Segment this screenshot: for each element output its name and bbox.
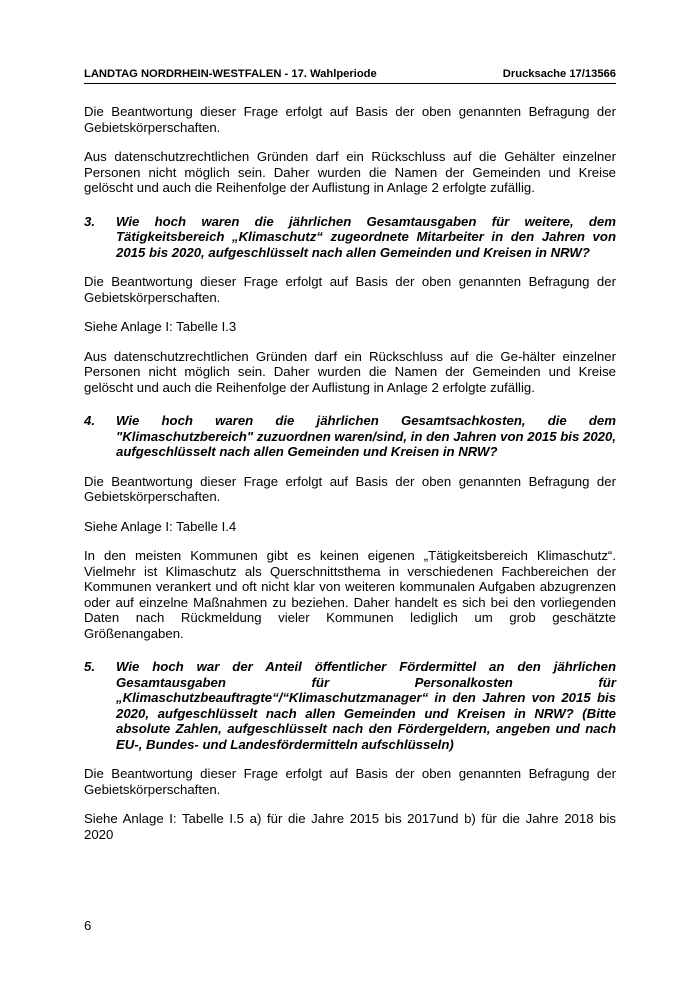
paragraph-explanation: In den meisten Kommunen gibt es keinen eigenen „Tätigkeitsbereich Klimaschutz“. Vielmehr ist Klimaschutz als Querschnittsthema in verschiedenen Fachbereichen der Kommunen verankert und oft nicht klar von weiteren kommunalen Aufgaben abzugrenzen oder auf einzelne Maßnahmen zu beziehen. Daher handelt es sich bei den vorliegenden Daten nach Rückmeldung vieler Kommunen lediglich um grob geschätzte Größenangaben. (84, 548, 616, 641)
paragraph-answer-intro: Die Beantwortung dieser Frage erfolgt auf Basis der oben genannten Befragung der Gebietskörperschaften. (84, 766, 616, 797)
question-3 (84, 214, 616, 261)
question-5 (84, 659, 616, 752)
document-number: Drucksache 17/13566 (502, 68, 616, 80)
question-4 (84, 413, 616, 460)
question-number: 4. (84, 413, 95, 428)
question-text: Wie hoch waren die jährlichen Gesamtausgaben für weitere, dem Tätigkeitsbereich „Klimaschutz“ zugeordnete Mitarbeiter in den Jahren von 2015 bis 2020, aufgeschlüsselt nach allen Gemeinden und Kreisen in NRW? (116, 213, 616, 260)
question-text: Wie hoch waren die jährlichen Gesamtsachkosten, die dem "Klimaschutzbereich" zuzuordnen waren/sind, in den Jahren von 2015 bis 2020, aufgeschlüsselt nach allen Gemeinden und Kreisen in NRW? (116, 413, 616, 459)
page-header (84, 68, 616, 84)
paragraph-table-reference: Siehe Anlage I: Tabelle I.3 (84, 319, 237, 334)
page-number: 6 (84, 918, 92, 933)
paragraph-answer-intro: Die Beantwortung dieser Frage erfolgt auf Basis der oben genannten Befragung der Gebietskörperschaften. (84, 104, 616, 135)
paragraph-answer-intro: Die Beantwortung dieser Frage erfolgt auf Basis der oben genannten Befragung der Gebietskörperschaften. (84, 473, 616, 504)
question-text: Wie hoch war der Anteil öffentlicher Fördermittel an den jährlichen Gesamtausgaben für Personalkosten für „Klimaschutzbeauftragte“/“Klimaschutzmanager“ in den Jahren von 2015 bis 2020, aufgeschlüsselt nach allen Gemeinden und Kreisen in NRW? (Bitte absolute Zahlen, aufgeschlüsselt nach den Fördergeldern, angeben und nach EU-, Bundes- und Landesfördermitteln aufschlüsseln) (116, 659, 616, 752)
paragraph-table-reference: Siehe Anlage I: Tabelle I.4 (84, 518, 237, 534)
question-number: 3. (84, 213, 95, 229)
paragraph-privacy-note: Aus datenschutzrechtlichen Gründen darf ein Rückschluss auf die Gehälter einzelner Personen nicht möglich sein. Daher wurden die Namen der Gemeinden und Kreise gelöscht und auch die Reihenfolge der Auflistung in Anlage 2 erfolgte zufällig. (84, 149, 616, 195)
header-title: LANDTAG NORDRHEIN-WESTFALEN - 17. Wahlperiode (84, 68, 377, 80)
paragraph-privacy-note: Aus datenschutzrechtlichen Gründen darf ein Rückschluss auf die Ge-hälter einzelner Personen nicht möglich sein. Daher wurden die Namen der Gemeinden und Kreise gelöscht und auch die Reihenfolge der Auflistung in Anlage 2 erfolgte zufällig. (84, 348, 616, 395)
question-number: 5. (84, 659, 95, 674)
paragraph-table-reference: Siehe Anlage I: Tabelle I.5 a) für die Jahre 2015 bis 2017und b) für die Jahre 2018 bis 2020 (84, 811, 616, 842)
paragraph-answer-intro: Die Beantwortung dieser Frage erfolgt auf Basis der oben genannten Befragung der Gebietskörperschaften. (84, 274, 616, 305)
page-content (84, 104, 616, 856)
